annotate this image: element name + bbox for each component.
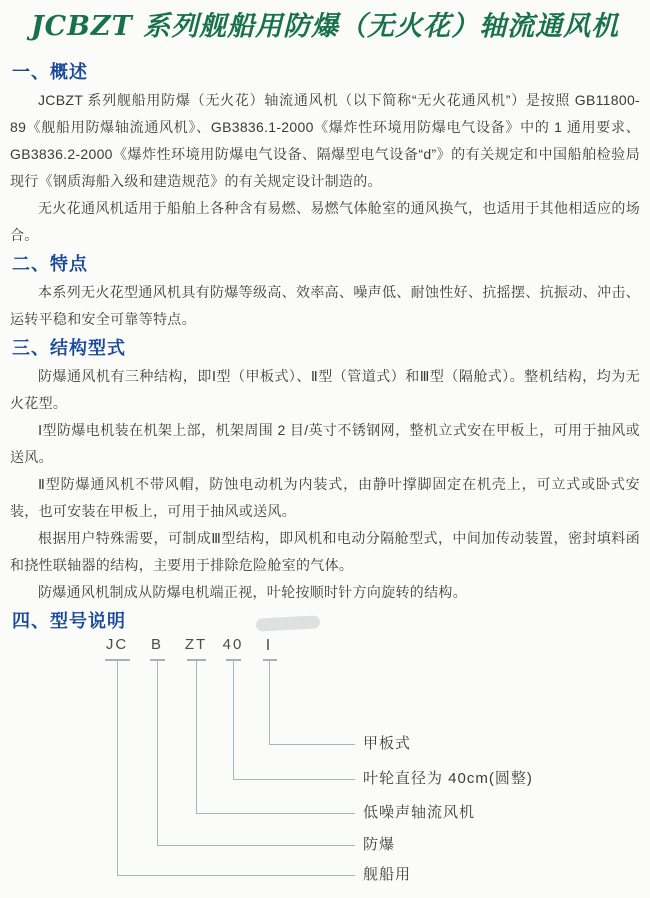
page-title: JCBZT 系列舰船用防爆（无火花）轴流通风机 <box>30 11 620 42</box>
branch-label-deck-type: 甲板式 <box>363 735 412 752</box>
features-paragraph: 本系列无火花型通风机具有防爆等级高、效率高、噪声低、耐蚀性好、抗摇摆、抗振动、冲击、运转平稳和安全可靠等特点。 <box>10 284 640 327</box>
section-heading-features: 二、特点 <box>12 254 88 274</box>
connector-vertical-jc <box>117 661 118 875</box>
structure-paragraph-5: 防爆通风机制成从防爆电机端正视，叶轮按顺时针方向旋转的结构。 <box>38 584 467 600</box>
connector-horizontal-40 <box>233 779 355 780</box>
section-heading-structure-types: 三、结构型式 <box>12 338 126 358</box>
overview-paragraph-2: 无火花通风机适用于船舶上各种含有易燃、易燃气体舱室的通风换气，也适用于其他相适应的场合。 <box>10 200 640 243</box>
connector-vertical-40 <box>233 661 234 779</box>
code-underline-type-1 <box>263 659 277 661</box>
connector-vertical-zt <box>196 661 197 813</box>
overview-paragraph-1: JCBZT 系列舰船用防爆（无火花）轴流通风机（以下简称“无火花通风机”）是按照 GB11800-89《舰船用防爆轴流通风机》、GB3836.1-2000《爆炸性环境用防爆电气设备》中的 1 通用要求、GB3836.2-2000《爆炸性环境用防爆电气设备、隔爆型电气设备“d”》的有关规定和中国船舶检验局现行《钢质海船入级和建造规范》的有关规定设计制造的。 <box>10 92 640 189</box>
structure-paragraph-2: Ⅰ型防爆电机装在机架上部，机架周围 2 目/英寸不锈钢网，整机立式安在甲板上，可用于抽风或送风。 <box>10 422 640 465</box>
section-heading-model-designation: 四、型号说明 <box>12 611 126 631</box>
structure-paragraph-3: Ⅱ型防爆通风机不带风帽，防蚀电动机为内装式，由静叶撑脚固定在机壳上，可立式或卧式安装，也可安装在甲板上，可用于抽风或送风。 <box>10 476 640 519</box>
section-overview <box>8 62 642 249</box>
branch-label-explosion-proof: 防爆 <box>363 836 396 853</box>
section-features <box>8 254 642 333</box>
connector-horizontal-b <box>157 845 355 846</box>
section-heading-overview: 一、概述 <box>12 62 88 82</box>
model-code-diagram <box>8 636 642 898</box>
model-code-jc: JC <box>105 636 129 653</box>
section-model-designation <box>8 611 642 898</box>
connector-vertical-type-1 <box>269 661 270 744</box>
model-code-zt: ZT <box>184 636 208 653</box>
connector-vertical-b <box>157 661 158 845</box>
branch-label-ship-use: 舰船用 <box>363 866 412 883</box>
section-structure-types <box>8 338 642 606</box>
structure-paragraph-1: 防爆通风机有三种结构，即Ⅰ型（甲板式）、Ⅱ型（管道式）和Ⅲ型（隔舱式）。整机结构，均为无火花型。 <box>10 368 640 411</box>
structure-paragraph-4: 根据用户特殊需要，可制成Ⅲ型结构，即风机和电动分隔舱型式，中间加传动装置，密封填料函和挠性联轴器的结构，主要用于排除危险舱室的气体。 <box>10 530 640 573</box>
model-code-b: B <box>150 636 163 653</box>
branch-label-impeller-diameter: 叶轮直径为 40cm(圆整) <box>363 770 533 787</box>
model-code-40: 40 <box>222 636 244 653</box>
model-code-type-1: Ⅰ <box>265 637 273 654</box>
connector-horizontal-type-1 <box>269 744 355 745</box>
branch-label-low-noise-axial-fan: 低噪声轴流风机 <box>363 804 476 821</box>
connector-horizontal-jc <box>117 875 355 876</box>
